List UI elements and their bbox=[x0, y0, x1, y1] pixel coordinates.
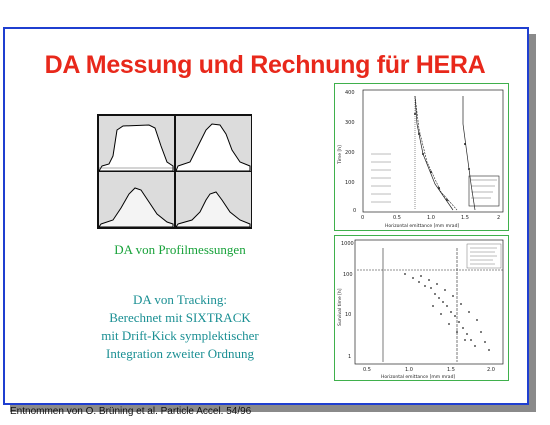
source-citation: Entnommen von O. Brüning et al. Particle Accel. 54/96 bbox=[10, 406, 252, 417]
slide-title: DA Messung und Rechnung für HERA bbox=[44, 51, 486, 79]
top-y-tick-4: 0 bbox=[353, 208, 357, 214]
bottom-y-tick-1: 100 bbox=[343, 272, 353, 278]
bottom-y-tick-2: 10 bbox=[345, 312, 352, 318]
top-y-tick-0: 400 bbox=[345, 90, 355, 96]
tracking-line-2: Berechnet mit SIXTRACK bbox=[109, 310, 251, 325]
top-curve-2 bbox=[415, 96, 457, 210]
profile-panel-4 bbox=[176, 172, 251, 227]
top-ylabel: Time [h] bbox=[338, 145, 343, 164]
top-inset-lines bbox=[471, 180, 497, 198]
bottom-ylabel: Survival time [h] bbox=[338, 288, 343, 326]
tracking-line-1: DA von Tracking: bbox=[133, 292, 227, 307]
top-x-tick-1: 0.5 bbox=[393, 215, 401, 221]
plot-emittance-time bbox=[334, 83, 509, 231]
plot-survival-time bbox=[334, 235, 509, 381]
bottom-x-tick-3: 2.0 bbox=[487, 367, 495, 373]
top-markers bbox=[414, 113, 470, 201]
tracking-description bbox=[45, 291, 315, 363]
top-xlabel: Horizontal emittance [mm mrad] bbox=[385, 224, 460, 229]
top-legend-lines bbox=[371, 154, 391, 202]
top-x-tick-0: 0 bbox=[361, 215, 365, 221]
profile-panel-2 bbox=[176, 116, 251, 171]
top-y-tick-2: 200 bbox=[345, 150, 355, 156]
top-x-tick-2: 1.0 bbox=[427, 215, 435, 221]
top-x-tick-3: 1.5 bbox=[461, 215, 469, 221]
bottom-x-tick-2: 1.5 bbox=[447, 367, 455, 373]
bottom-y-tick-0: 1000 bbox=[341, 241, 354, 247]
bottom-xlabel: Horizontal emittance [mm mrad] bbox=[381, 375, 456, 380]
bottom-x-tick-1: 1.0 bbox=[405, 367, 413, 373]
profile-panel-3 bbox=[99, 172, 174, 227]
top-curve-1 bbox=[415, 96, 453, 210]
top-y-tick-1: 300 bbox=[345, 120, 355, 126]
top-x-tick-4: 2 bbox=[497, 215, 501, 221]
bottom-x-tick-0: 0.5 bbox=[363, 367, 371, 373]
tracking-line-4: Integration zweiter Ordnung bbox=[105, 346, 254, 361]
profile-caption: DA von Profilmessungen bbox=[114, 242, 246, 257]
tracking-line-3: mit Drift-Kick symplektischer bbox=[101, 328, 259, 343]
bottom-scatter-points bbox=[404, 273, 490, 351]
profile-panel-1 bbox=[99, 116, 174, 171]
top-y-tick-3: 100 bbox=[345, 180, 355, 186]
bottom-y-tick-3: 1 bbox=[348, 354, 352, 360]
profile-measurements-image bbox=[97, 114, 252, 229]
